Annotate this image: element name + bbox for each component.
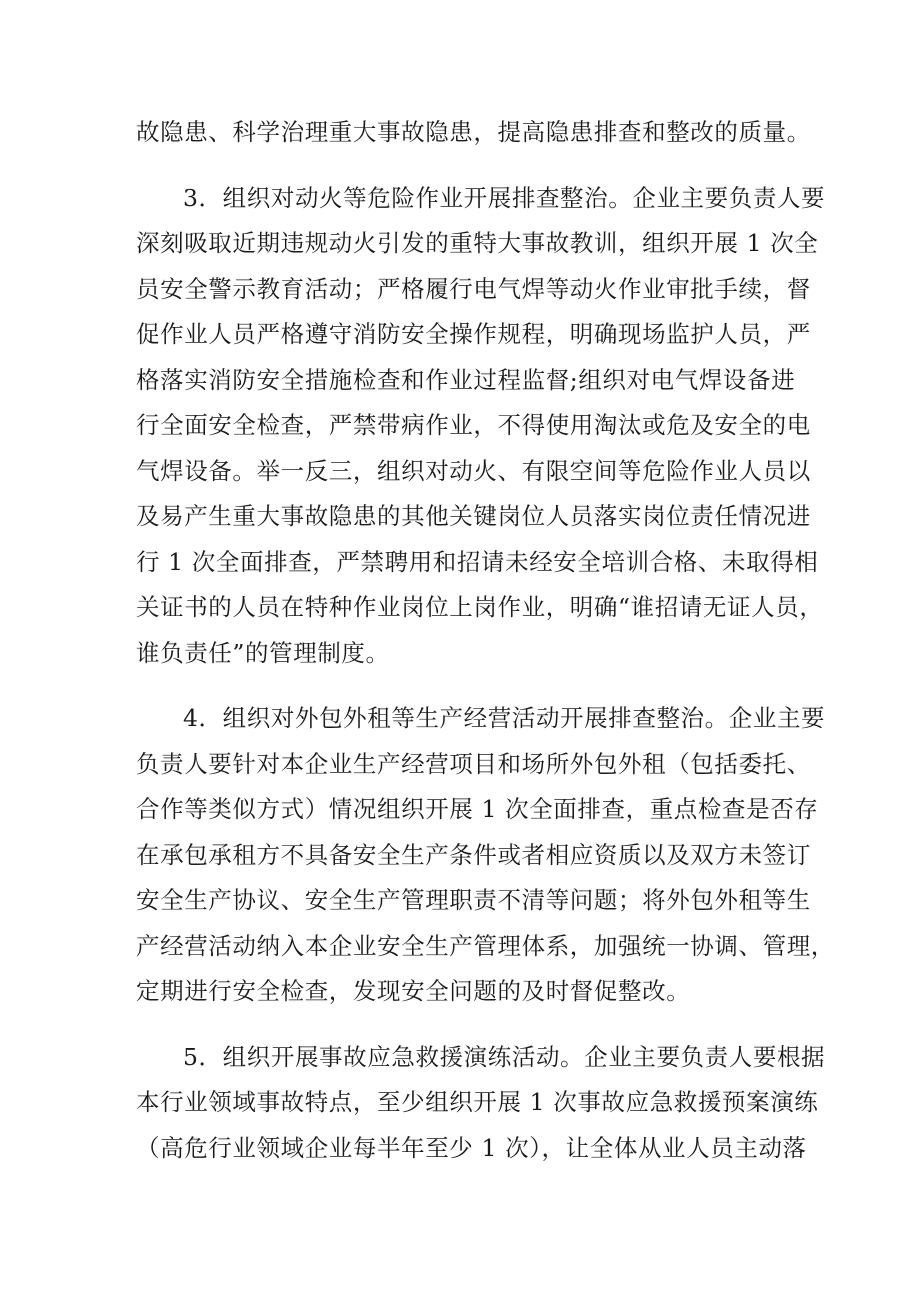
document-body [136,110,835,1171]
text-line: 负责人要针对本企业生产经营项目和场所外包外租（包括委托、 [136,749,811,778]
text-line: 关证书的人员在特种作业岗位上岗作业，明确“谁招请无证人员， [136,593,824,621]
text-line: 定期进行安全检查，发现安全问题的及时督促整改。 [136,977,691,1005]
text-line: 3．组织对动火等危险作业开展排查整治。企业主要负责人要 [183,183,826,212]
text-line: 合作等类似方式）情况组织开展 1 次全面排查，重点检查是否存 [136,795,819,823]
text-line: 促作业人员严格遵守消防安全操作规程，明确现场监护人员，严 [136,320,811,348]
text-line: 气焊设备。举一反三，组织对动火、有限空间等危险作业人员以 [136,456,811,485]
paragraph-gap [136,1015,796,1035]
text-line: 行 1 次全面排查，严禁聘用和招请未经安全培训合格、未取得相 [136,547,819,576]
text-line: 在承包承租方不具备安全生产条件或者相应资质以及双方未签订 [136,840,811,869]
paragraph-item-4 [136,696,835,1015]
text-line: 谁负责任”的管理制度。 [136,638,390,667]
text-line: （高危行业领域企业每半年至少 1 次），让全体从业人员主动落 [136,1133,807,1162]
text-line: 本行业领域事故特点，至少组织开展 1 次事故应急救援预案演练 [136,1088,819,1116]
paragraph-gap [136,156,796,176]
text-line: 深刻吸取近期违规动火引发的重特大事故教训，组织开展 1 次全 [136,229,819,257]
text-line: 安全生产协议、安全生产管理职责不清等问题；将外包外租等生 [136,886,811,914]
paragraph-continuation [136,110,811,156]
text-line: 行全面安全检查，严禁带病作业，不得使用淘汰或危及安全的电 [136,411,811,439]
paragraph-item-5 [136,1035,826,1172]
text-line: 4．组织对外包外租等生产经营活动开展排查整治。企业主要 [183,704,826,732]
paragraph-gap [136,676,796,696]
paragraph-item-3 [136,176,826,677]
text-line: 5．组织开展事故应急救援演练活动。企业主要负责人要根据 [183,1042,826,1071]
text-line: 故隐患、科学治理重大事故隐患，提高隐患排查和整改的质量。 [136,118,811,146]
text-line: 格落实消防安全措施检查和作业过程监督;组织对电气焊设备进 [136,365,796,394]
text-line: 产经营活动纳入本企业安全生产管理体系，加强统一协调、管理， [136,931,835,960]
text-line: 及易产生重大事故隐患的其他关键岗位人员落实岗位责任情况进 [136,502,811,530]
text-line: 员安全警示教育活动；严格履行电气焊等动火作业审批手续，督 [136,274,811,303]
